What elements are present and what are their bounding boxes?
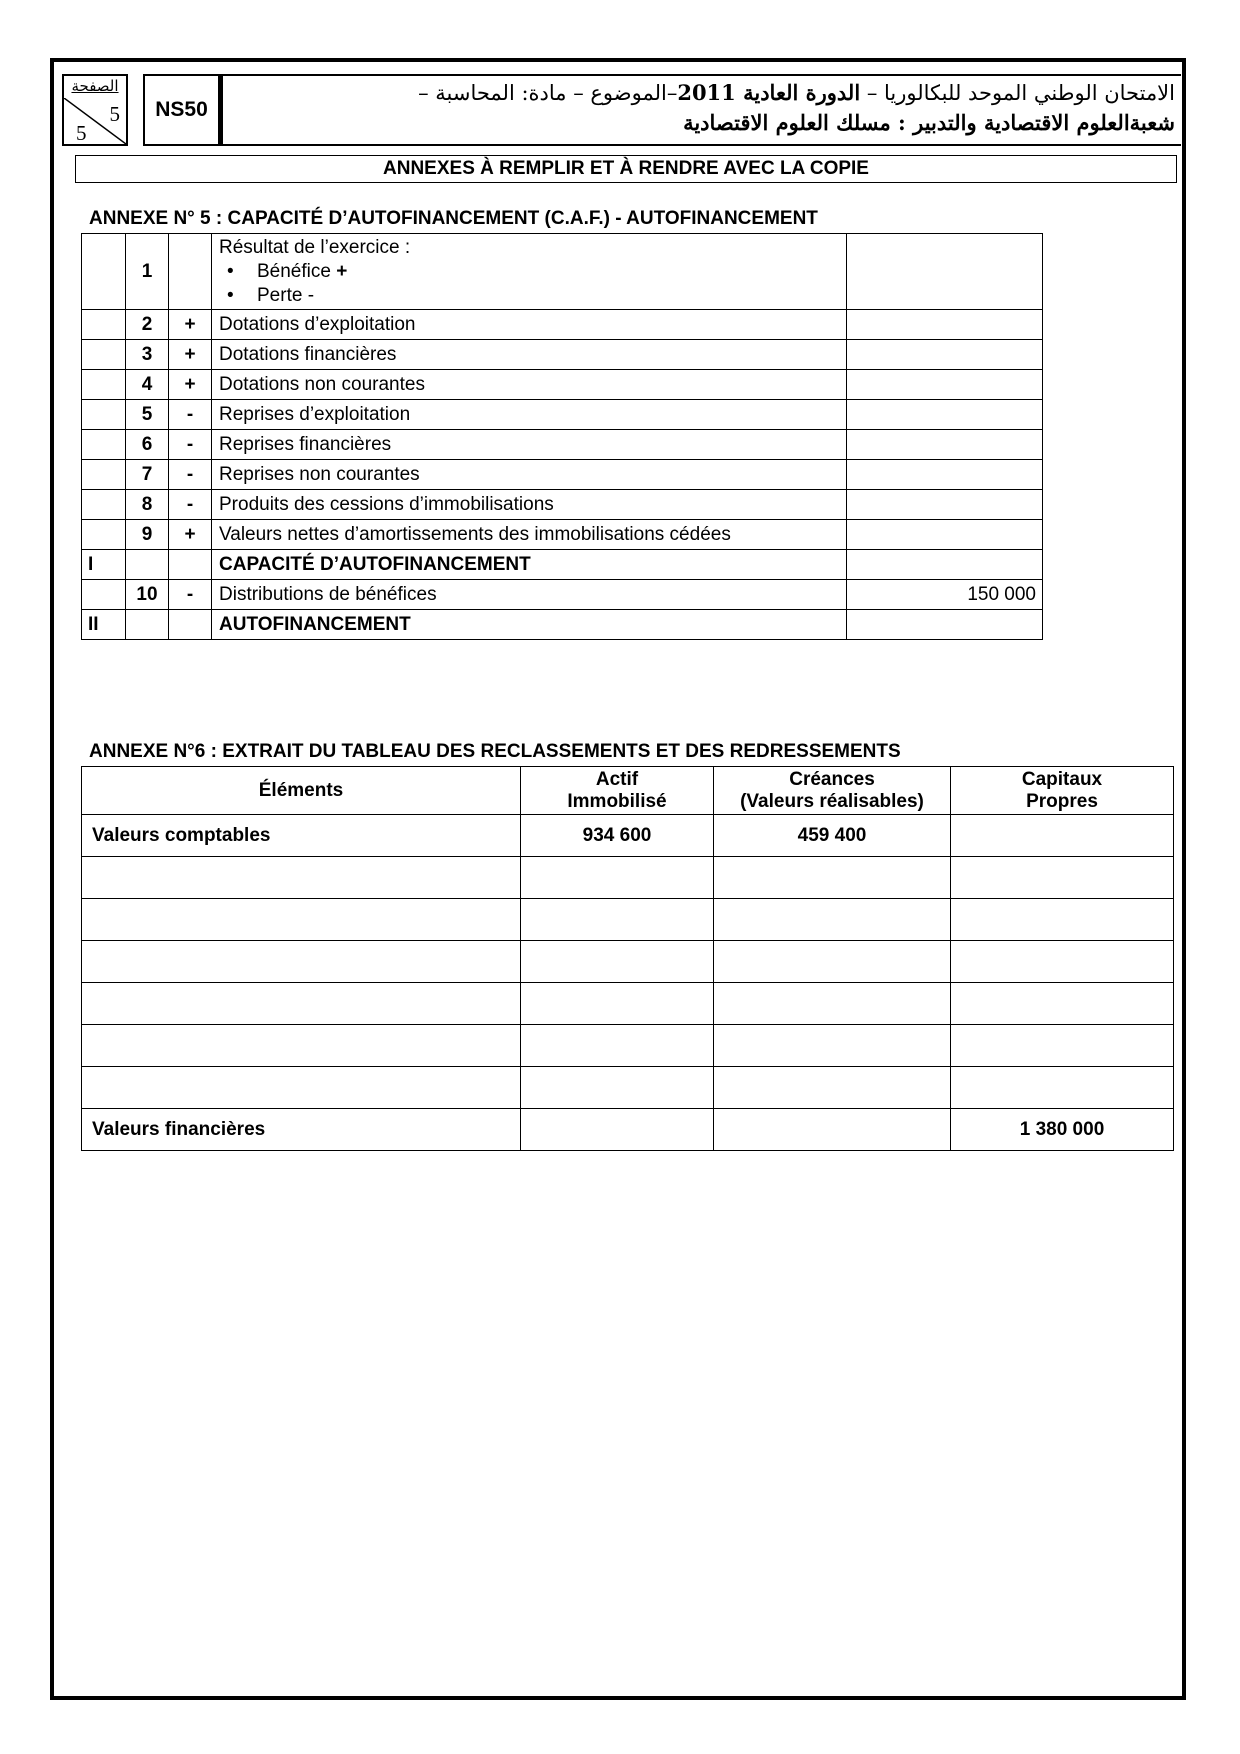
capitaux-input-cell[interactable] (951, 815, 1174, 857)
row-number: 2 (126, 310, 169, 340)
table-row (82, 310, 1043, 340)
table-row (82, 520, 1043, 550)
table-row (82, 370, 1043, 400)
capitaux-value: 1 380 000 (951, 1109, 1174, 1151)
row-code (82, 400, 126, 430)
value-input-cell[interactable] (847, 234, 1043, 310)
page-number-box (62, 74, 128, 146)
page-total: 5 (76, 121, 87, 145)
table-row (82, 941, 1174, 983)
capitaux-input-cell[interactable] (951, 857, 1174, 899)
row-code (82, 490, 126, 520)
valeurs-financieres-row (82, 1109, 1174, 1151)
perte-label: Perte - (257, 284, 315, 306)
value-input-cell[interactable] (847, 610, 1043, 640)
row-code (82, 340, 126, 370)
annexes-banner: ANNEXES À REMPLIR ET À RENDRE AVEC LA COPIE (75, 155, 1177, 183)
exam-code: NS50 (143, 74, 223, 146)
value-input-cell[interactable] (847, 430, 1043, 460)
table-row (82, 1025, 1174, 1067)
row-code (82, 370, 126, 400)
row-sign: - (169, 460, 212, 490)
row-label: Distributions de bénéfices (212, 580, 847, 610)
row-code (82, 460, 126, 490)
header-creances-line2: (Valeurs réalisables) (740, 790, 924, 812)
exam-title-line2: شعبةالعلوم الاقتصادية والتدبير : مسلك العلوم الاقتصادية (683, 110, 1175, 135)
table-row (82, 490, 1043, 520)
caf-table (81, 233, 1043, 640)
actif-input-cell[interactable] (521, 983, 714, 1025)
row-number: 8 (126, 490, 169, 520)
header-elements: Éléments (82, 767, 521, 815)
header-actif-line2: Immobilisé (567, 790, 667, 812)
row-number: 5 (126, 400, 169, 430)
table-row (82, 430, 1043, 460)
bullet-icon: • (227, 284, 234, 306)
element-input-cell[interactable] (82, 983, 521, 1025)
row-label: Valeurs comptables (82, 815, 521, 857)
value-input-cell[interactable] (847, 520, 1043, 550)
row-sign (169, 550, 212, 580)
annexe6-title: ANNEXE N°6 : EXTRAIT DU TABLEAU DES RECLASSEMENTS ET DES REDRESSEMENTS (89, 741, 901, 762)
list-item (219, 260, 846, 284)
row-sign: - (169, 490, 212, 520)
element-input-cell[interactable] (82, 1067, 521, 1109)
row-sign: - (169, 430, 212, 460)
element-input-cell[interactable] (82, 941, 521, 983)
exam-session: الدورة العادية 2011 (677, 80, 861, 105)
actif-input-cell[interactable] (521, 1109, 714, 1151)
row-code (82, 580, 126, 610)
value-input-cell[interactable] (847, 400, 1043, 430)
creances-input-cell[interactable] (714, 857, 951, 899)
distribution-row (82, 580, 1043, 610)
page-current: 5 (109, 102, 120, 126)
row-label: Valeurs financières (82, 1109, 521, 1151)
element-input-cell[interactable] (82, 857, 521, 899)
valeurs-comptables-row (82, 815, 1174, 857)
exam-title-line1 (223, 78, 1175, 108)
capitaux-input-cell[interactable] (951, 941, 1174, 983)
row-sign (169, 234, 212, 310)
header-actif-line1: Actif (595, 768, 639, 790)
row-number: 7 (126, 460, 169, 490)
table-row (82, 1067, 1174, 1109)
row-code: II (82, 610, 126, 640)
header-creances (714, 767, 951, 815)
row-sign (169, 610, 212, 640)
table-row (82, 460, 1043, 490)
row-number: 9 (126, 520, 169, 550)
row-label: AUTOFINANCEMENT (212, 610, 847, 640)
header-capitaux-line1: Capitaux (1021, 768, 1103, 790)
table-row (82, 340, 1043, 370)
row-number (126, 550, 169, 580)
value-input-cell[interactable] (847, 490, 1043, 520)
row-code (82, 430, 126, 460)
actif-input-cell[interactable] (521, 1025, 714, 1067)
element-input-cell[interactable] (82, 1025, 521, 1067)
row-label: Dotations d’exploitation (212, 310, 847, 340)
row-label: Valeurs nettes d’amortissements des immobilisations cédées (212, 520, 847, 550)
actif-input-cell[interactable] (521, 899, 714, 941)
table-row (82, 899, 1174, 941)
bullet-icon: • (227, 260, 234, 282)
value-input-cell[interactable] (847, 550, 1043, 580)
capitaux-input-cell[interactable] (951, 1025, 1174, 1067)
value-input-cell[interactable] (847, 340, 1043, 370)
value-input-cell[interactable] (847, 310, 1043, 340)
row-number (126, 610, 169, 640)
exam-title-part1: الامتحان الوطني الموحد للبكالوريا – (860, 81, 1175, 105)
benefice-label: Bénéfice (257, 260, 331, 282)
table-row (82, 234, 1043, 310)
value-input-cell[interactable] (847, 460, 1043, 490)
annexe5-title: ANNEXE N° 5 : CAPACITÉ D’AUTOFINANCEMENT (C.A.F.) - AUTOFINANCEMENT (89, 208, 818, 229)
result-label: Résultat de l’exercice : (219, 236, 411, 258)
row-number: 10 (126, 580, 169, 610)
row-label: Dotations financières (212, 340, 847, 370)
row-number: 6 (126, 430, 169, 460)
row-label: Produits des cessions d’immobilisations (212, 490, 847, 520)
row-label: Reprises non courantes (212, 460, 847, 490)
reclassement-table (81, 766, 1174, 1151)
row-sign: + (169, 310, 212, 340)
actif-input-cell[interactable] (521, 941, 714, 983)
capitaux-input-cell[interactable] (951, 1067, 1174, 1109)
exam-title (223, 74, 1181, 146)
capitaux-input-cell[interactable] (951, 983, 1174, 1025)
actif-input-cell[interactable] (521, 857, 714, 899)
creances-input-cell[interactable] (714, 1025, 951, 1067)
value-input-cell[interactable] (847, 370, 1043, 400)
table-row (82, 400, 1043, 430)
actif-input-cell[interactable] (521, 1067, 714, 1109)
row-label: Reprises financières (212, 430, 847, 460)
autofinancement-row (82, 610, 1043, 640)
row-code (82, 234, 126, 310)
row-label: Dotations non courantes (212, 370, 847, 400)
element-input-cell[interactable] (82, 899, 521, 941)
creances-value: 459 400 (714, 815, 951, 857)
row-sign: + (169, 340, 212, 370)
actif-value: 934 600 (521, 815, 714, 857)
row-number: 1 (126, 234, 169, 310)
header-capitaux-line2: Propres (1026, 790, 1098, 812)
creances-input-cell[interactable] (714, 941, 951, 983)
row-code (82, 310, 126, 340)
page-label: الصفحة (71, 77, 119, 95)
creances-input-cell[interactable] (714, 983, 951, 1025)
header-capitaux (951, 767, 1174, 815)
row-sign: + (169, 370, 212, 400)
list-item (219, 284, 846, 308)
row-sign: - (169, 400, 212, 430)
creances-input-cell[interactable] (714, 899, 951, 941)
table-row (82, 857, 1174, 899)
row-number: 4 (126, 370, 169, 400)
capitaux-input-cell[interactable] (951, 899, 1174, 941)
row-sign: - (169, 580, 212, 610)
row-code (82, 520, 126, 550)
exam-subject: –الموضوع – مادة: المحاسبة – (418, 81, 678, 105)
caf-row (82, 550, 1043, 580)
result-cell (212, 234, 847, 310)
table-row (82, 983, 1174, 1025)
row-number: 3 (126, 340, 169, 370)
row-label: CAPACITÉ D’AUTOFINANCEMENT (212, 550, 847, 580)
row-value: 150 000 (847, 580, 1043, 610)
table-header-row (82, 767, 1174, 815)
row-sign: + (169, 520, 212, 550)
creances-input-cell[interactable] (714, 1067, 951, 1109)
row-code: I (82, 550, 126, 580)
benefice-sign: + (336, 260, 348, 282)
row-label: Reprises d’exploitation (212, 400, 847, 430)
header-creances-line1: Créances (789, 768, 875, 790)
header-actif (521, 767, 714, 815)
creances-input-cell[interactable] (714, 1109, 951, 1151)
